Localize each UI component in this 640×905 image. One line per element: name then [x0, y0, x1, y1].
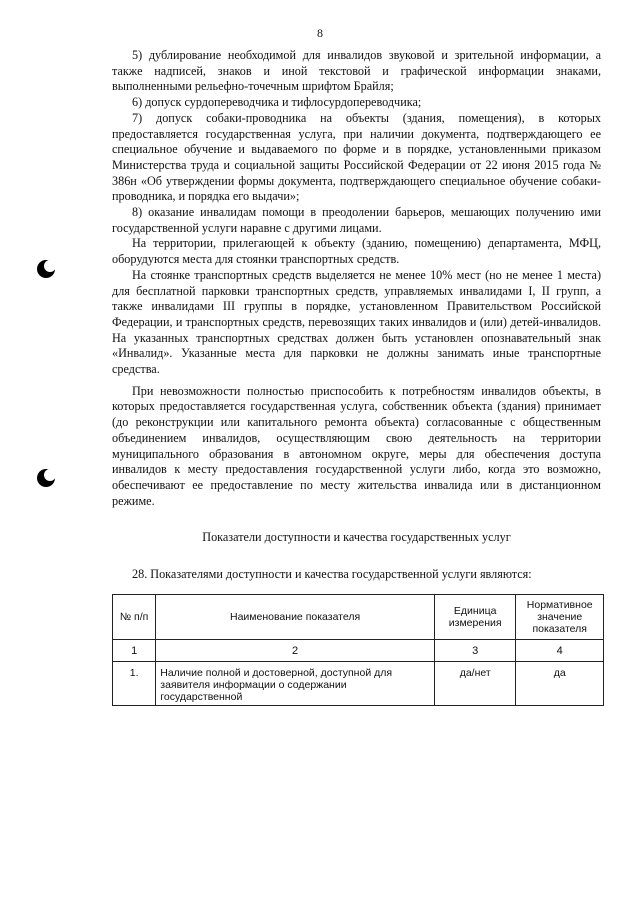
page-number: 8 — [317, 26, 323, 40]
table-row — [113, 662, 604, 706]
punch-hole-icon — [35, 467, 57, 489]
table-cell: Наличие полной и достоверной, доступной для заявителя информации о содержании государственной — [156, 662, 435, 706]
section-heading: Показатели доступности и качества государственных услуг — [202, 530, 511, 544]
document-body — [112, 48, 601, 509]
table-header-row — [113, 595, 604, 640]
table-header-number: № п/п — [113, 595, 156, 640]
paragraph-accessibility-measures: При невозможности полностью приспособить к потребностям инвалидов объекты, в которых предоставляется государственная услуга, собственник объекта (здания) принимает (до реконструкции или капитального ремонта объекта) согласованные с общественным объединением инвалидов, осуществляющим свою деятельность на территории муниципального образования в автономном округе, меры для обеспечения доступа инвалидов к месту предоставления государственной услуги либо, когда это возможно, обеспечивают ее предоставление по месту жительства инвалида или в дистанционном режиме. — [112, 383, 601, 508]
paragraph-parking-area: На территории, прилегающей к объекту (зданию, помещению) департамента, МФЦ, оборудуются места для стоянки транспортных средств. — [112, 236, 601, 267]
paragraph-parking-spaces: На стоянке транспортных средств выделяется не менее 10% мест (но не менее 1 места) для бесплатной парковки транспортных средств, управляемых инвалидами I, II групп, а также инвалидами III группы в порядке, установленном Правительством Российской Федерации, и транспортных средств, перевозящих таких инвалидов и (или) детей-инвалидов. На указанных транспортных средствах должен быть установлен опознавательный знак «Инвалид». Указанные места для парковки не должны занимать иные транспортные средства. — [112, 267, 601, 377]
table-header-name: Наименование показателя — [156, 595, 435, 640]
table-header-unit: Единица измерения — [434, 595, 515, 640]
table-cell: 1 — [113, 640, 156, 662]
table-cell: 3 — [434, 640, 515, 662]
table-cell: 4 — [516, 640, 604, 662]
paragraph-item-8: 8) оказание инвалидам помощи в преодолении барьеров, мешающих получению ими государственной услуги наравне с другими лицами. — [112, 205, 601, 235]
paragraph-item-6: 6) допуск сурдопереводчика и тифлосурдопереводчика; — [132, 95, 422, 110]
table-cell: да — [516, 662, 604, 706]
table-header-value: Нормативное значение показателя — [516, 595, 604, 640]
indicators-table — [112, 594, 604, 706]
table-cell: 2 — [156, 640, 435, 662]
table-index-row — [113, 640, 604, 662]
lead-paragraph: 28. Показателями доступности и качества государственной услуги являются: — [132, 567, 532, 581]
paragraph-item-7: 7) допуск собаки-проводника на объекты (здания, помещения), в которых предоставляется государственная услуга, при наличии документа, подтверждающего ее специальное обучение и выдаваемого по форме и в порядке, установленными приказом Министерства труда и социальной защиты Российской Федерации от 22 июня 2015 года № 386н «Об утверждении формы документа, подтверждающего специальное обучение собаки-проводника, и порядка его выдачи»; — [112, 110, 601, 204]
paragraph-item-5: 5) дублирование необходимой для инвалидов звуковой и зрительной информации, а также надписей, знаков и иной текстовой и графической информации знаками, выполненными рельефно-точечным шрифтом Брайля; — [112, 48, 601, 94]
table-cell: да/нет — [434, 662, 515, 706]
punch-hole-icon — [35, 258, 57, 280]
table-cell: 1. — [113, 662, 156, 706]
